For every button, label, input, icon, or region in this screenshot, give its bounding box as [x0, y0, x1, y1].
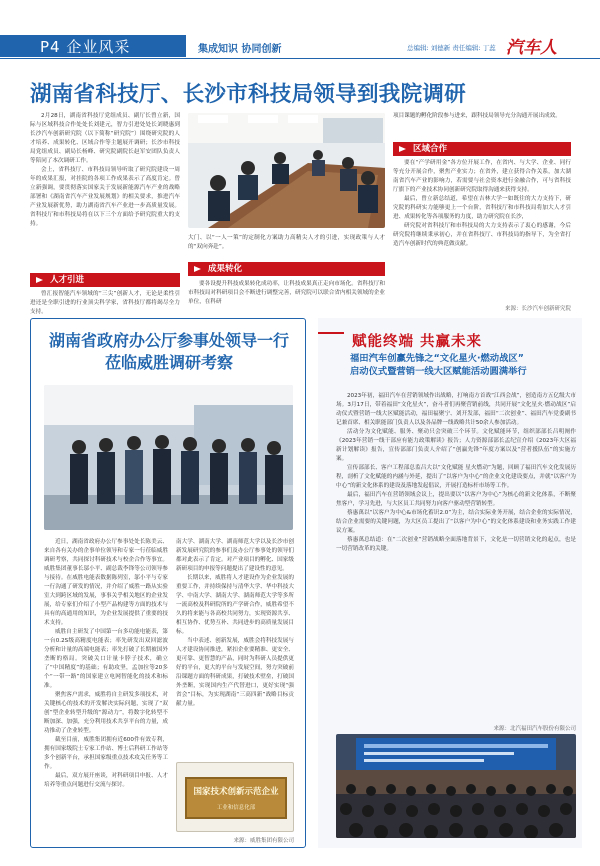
- meeting-photo: [188, 113, 385, 228]
- ceremony-photo: [336, 734, 576, 838]
- visit-photo: [44, 385, 293, 530]
- article2-headline: 湖南省政府办公厅参事处领导一行 莅临威胜调研考察: [48, 331, 289, 372]
- article1-col1: [30, 112, 180, 229]
- header-editors: 总编辑: 刘德新 责任编辑: 丁蕊: [407, 44, 496, 52]
- triangle-icon: [36, 277, 43, 283]
- article3-body: [336, 392, 576, 554]
- award-plaque: [176, 762, 294, 832]
- article3-kicker: 赋能终端 共赢未来: [352, 334, 483, 350]
- article2-paragraph: 最后，双方展开座谈，对科研项目申报、人才培养等重点问题进行交流与探讨。: [44, 773, 168, 788]
- article3-paragraph: 蔡惠萬以“以客户为中心&市场化蓄识2.0”为主，结合实际业务开展，结合企业的实际情况，结合企业需要的关键问题，为大区员工提出了“以客户为中心”的文化体系建设和业务实践工作建议方案。: [336, 510, 576, 534]
- article1-credit: 来源：长沙汽车创新研究院: [504, 306, 571, 312]
- article2-paragraph: 聚焦客户需求，威胜将自主研发多项技术，对关键核心的技术的开发解决实际问题，实现了“双创”型企业转型升级的“源动力”，将数字化转型不断加深、加强，充分利用技术共享平台的力量，成功推动了企业转型。: [44, 692, 168, 734]
- article1-paragraph: 要各设提升科技成果转化成功率，让科技成果真正走向市场化。省科技厅和市科技局对科研项目会不断进行调整完善，研究院可以联合省内相关领域的企业单位，在科研: [188, 281, 385, 305]
- article1-paragraph: 最后，曾立新总结道，希望在吉林大学一如既往的大力支持下，研究院的科研实力能够更上一个台阶，省科技厅和市科技局将加大人才引进、成果转化等各项服务的力度，助力研究院在长沙，: [393, 196, 571, 220]
- article1-paragraph: 大门、以“一人一策”的定制化方案助力高精尖人才的引进，实现政策与人才的“双向奔赴”。: [188, 235, 385, 250]
- article1-paragraph: 曾汇报智能汽车领域的“三尖”创新人才，无论是柔性引进还是全职引进的行业顶尖科学家，省科技厅都将竭尽全力支持。: [30, 291, 180, 315]
- article1-col3b: [393, 159, 571, 249]
- header-divider: [0, 58, 600, 59]
- article1-col2b: [188, 280, 385, 307]
- plaque-board: [185, 777, 287, 819]
- article2-credit: 来源：威胜集团有限公司: [233, 838, 294, 844]
- plaque-issuer: 工业和信息化部: [216, 805, 256, 811]
- article2-col1: [44, 538, 168, 790]
- page-header: [0, 0, 600, 62]
- article2-paragraph: 近日，湖南省政府办公厅参事处处长陈美云、来自各有关办的企事单位领导和专家一行莅临威胜调研考察，共同探讨科研技术与校企合作等事宜。威胜集团董事长邬小平、副总裁李锋等公司领导参与接待。在威胜电能表数据陈列室，邬小平与专家一行沟通了研发的情况，并介绍了威胜一路从实验室大到跨区域的发展，事事关乎相关地区的企业发展，给专家们介绍了小型产品构建等方面的技术与具有的高通用的知识，为企业发展提供了重要的技术支持。: [44, 539, 168, 626]
- section-title: P4 企业风采: [40, 38, 131, 56]
- article3-headline: 福田汽车创赢先锋之“文化星火·燃动战区” 启动仪式暨营销一线大区赋能活动圆满举行: [350, 353, 527, 377]
- article2-paragraph: 截至目前，威胜集团拥有近600件有效专利，拥有国家级院士专家工作站、博士后科研工作站等多个创新平台，承担国家级重点技术攻关任务等工作。: [44, 737, 168, 770]
- article2-paragraph: 当中表述、创新发展，威胜会将科技发展与人才建设协同推进，紧扣企业要精准、更安全、更可靠、更智慧的产品，同时为科研人员提供更好的平台，更大的平台与发展空间，努力突破前沿课题方面的科研成果，打破技术壁垒，打破国外垄断，实现国内生产代替进口，更好实现“强省会”目标，为实现湖南“三高四新”战略目标贡献力量。: [176, 638, 294, 707]
- article1-paragraph: 项目课题的孵化阶段参与进来，跟科技局领导充分沟通开展出成效。: [393, 113, 561, 119]
- article3-paragraph: 宣传部部长、客户工程部总监吕大以“文化赋能 星火燃动”为题，回顾了福田汽车文化发展历程，剖析了文化赋能的内涵与外延，提出了“以客户为中心”的企业文化建设要点，并就“以客户为中心”的新文化体系的建设及落地发起倡议，开展打造标杆市场等工作。: [336, 465, 576, 489]
- article1-col2: [188, 234, 385, 252]
- article3-paragraph: 最后，福田汽车在营销领域会议上，提出要以“以客户为中心”为核心的新文化体系，不断聚焦客户，学习先进，与大区员工共同努力向客户驱动型营销转型。: [336, 492, 576, 507]
- article1-paragraph: 2月28日，湖南省科技厅党组成员、副厅长曾立新，国际与区域科技合作处处长刘建元，智力引进处处长刘晓惠到长沙汽车创新研究院（以下简称“研究院”）围绕研究院的人才培养、成果转化、区域合作等主题展开调研；长沙市科技局党组成员、副局长杨峰、研究院副院长赵军安团队负责人等陪同了本次调研工作。: [30, 113, 180, 164]
- article2-col2: [176, 538, 294, 709]
- article1-paragraph: 会上，省科技厅、市科技局领导听取了研究院建设一周年的成果汇报，对挂院的各项工作成果表示了高度肯定。曾立新强调，要贯彻落实国家关于发展新能源汽车产业的战略部署和《湖南省汽车产业发展规划》的相关要求，推进汽车产业发展新优势，助力湖南省汽车产业进一步高质量发展。省科技厅和市科技局将在以下三个方面给予研究院重大的支持。: [30, 167, 180, 227]
- kicker-bar: [318, 332, 344, 334]
- article1-col1b: [30, 290, 180, 317]
- subhead-region: 区域合作: [393, 142, 571, 156]
- article3-paragraph: 活动分为文化赋能、服务、聚动只会突破三个环节。文化赋能环节，组织部部长吕明阐作《2023年营销一线干部应有能力政策解读》报告；人力资源部部长孟纪宣介绍《2023年大区福新计划解读》报告，宣传部部门负责人介绍了“创赢先锋”年度方案以及“营者援队伍”的实施方案。: [336, 429, 576, 462]
- article1-paragraph: 研究院对省科技厅和市科技局的大力支持表示了衷心的感谢，今后研究院将继续秉承初心，并在省科技厅、市科技局的指导下，为全省打造汽车创新时代的典范做贡献。: [393, 223, 571, 247]
- article2-paragraph: 长期以来，威胜将人才建设作为企业发展的重要工作，并持续保持与清华大学、华中科技大学、中南大学、湖南大学、湖南师范大学等多所一流高校及科研院所的产学研合作，威胜希望不久的将来能与各高校共同努力，实现资源共享、相互协作、优势互补、共同进步的高质量发展目标。: [176, 575, 294, 635]
- subhead-talent: 人才引进: [30, 273, 180, 287]
- plaque-title: 国家技术创新示范企业: [193, 787, 279, 797]
- article3-paragraph: 2023年初，福田汽车在营销领域作出战略，打响南方首战“江西会战”，创造南方五亿级大市场。3月17日，带着福田“文化星火”，奋斗者们再聚营销前线，共同开展“文化星火·燃动战区”启动仪式暨营销一线大区赋能活动，福田福聚宁、刘开发部，福田“二次创业”、福田汽车党委副书记兼首席、相关职能部门负责人以及各品牌一线战略共计50余人参加活动。: [336, 393, 576, 426]
- header-slogan: 集成知识 协同创新: [198, 44, 282, 55]
- article3-credit: 来源：北汽福田汽车股份有限公司: [493, 726, 576, 732]
- article2-paragraph: 威胜自主研发了中国第一台多功能电能表，第一台0.2S级高精度电能表；率先研发出双回滤波分析和计量的高端电能表；率先打破了长期被国外垄断的格局。突破关口计量卡脖子技术，确立了“中国精度”的基础；有助攻坚，孟加拉等20多个“一带一路”的国家建立电网智能化的技术和标准。: [44, 629, 168, 689]
- article1-paragraph: 要在“产学研用金”各方位开展工作，在省内、与大学、企业、同行等充分开展合作，聚焦产业实力；在省外，建立获得合作关系，加大湖南省汽车产业的影响力，若需要与社会资本进行金融合作，可与省科技厅旗下的产业技术协同创新研究院取得沟通来获得支持。: [393, 160, 571, 193]
- triangle-icon: [194, 266, 201, 272]
- newspaper-logo: 汽车人: [506, 38, 557, 58]
- article1-col3: [393, 112, 571, 121]
- article3-paragraph: 蔡惠萬总结道：在“二次创业”营销战略全面落地背景下，文化是一切营销文化的起点，也是一切营销改革的关键。: [336, 537, 576, 552]
- article1-headline: 湖南省科技厅、长沙市科技局领导到我院调研: [30, 82, 467, 107]
- triangle-icon: [399, 146, 406, 152]
- subhead-result: 成果转化: [188, 262, 385, 276]
- article2-paragraph: 南大学、湖南大学、湖南师范大学以及长沙市创新发展研究院的参事们及办公厅参事处的领导们都对此表示了肯定。对产业项目的孵化、国家级新研项目的申报等问题提出了建设性的意见。: [176, 539, 294, 572]
